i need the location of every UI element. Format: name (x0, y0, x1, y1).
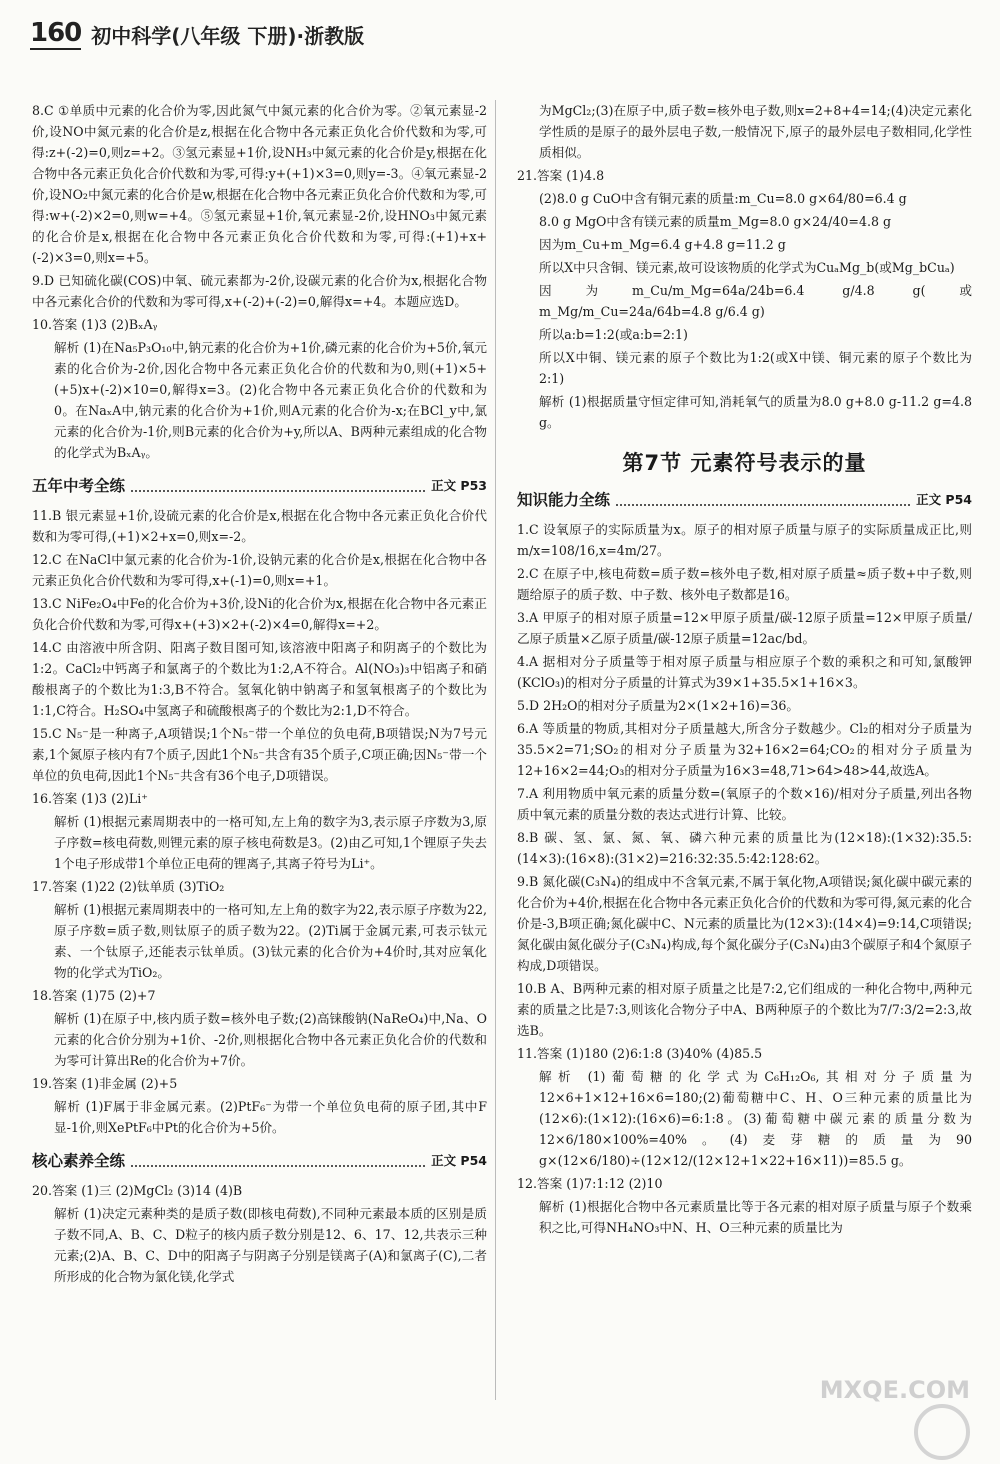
section-divider (131, 1153, 425, 1167)
book-title: 初中科学(八年级 下册)·浙教版 (91, 23, 365, 48)
section-title: 知识能力全练 (517, 491, 611, 509)
answer-item: 14.C 由溶液中所含阴、阳离子数目图可知,该溶液中阳离子和阴离子的个数比为1:2。CaCl₂中钙离子和氯离子的个数比为1:2,A不符合。Al(NO₃)₃中铝离子和硝酸根离子的个数比为1:3,B不符合。氢氧化钠中钠离子和氢氧根离子的个数比为1:1,C符合。H₂SO₄中氢离子和硫酸根离子的个数比为2:1,D不符合。 (32, 640, 487, 718)
answer-item: 21.答案 (1)4.8 (517, 168, 605, 183)
analysis-item: 解析 (1)根据元素周期表中的一格可知,左上角的数字为22,表示原子序数为22,原子序数=质子数,则钛原子的质子数为22。(2)Ti属于金属元素,可表示钛元素、一个钛原子,还能表示钛单质。(3)钛元素的化合价为+4价时,其对应氧化物的化学式为TiO₂。 (54, 902, 487, 980)
analysis-item: 解析 (1)根据元素周期表中的一格可知,左上角的数字为3,表示原子序数为3,原子序数=核电荷数,则锂元素的原子核电荷数是3。(2)由乙可知,1个锂原子失去1个电子形成带1个单位正电荷的锂离子,其离子符号为Li⁺。 (54, 814, 487, 871)
answer-item: 11.答案 (1)180 (2)6:1:8 (3)40% (4)85.5 (517, 1046, 763, 1061)
answer-item: 6.A 等质量的物质,其相对分子质量越大,所含分子数越少。Cl₂的相对分子质量为35.5×2=71;SO₂的相对分子质量为32+16×2=64;CO₂的相对分子质量为12+16×2=44;O₃的相对分子质量为16×3=48,71>64>48>44,故选A。 (517, 721, 972, 778)
answer-line: (2)8.0 g CuO中含有铜元素的质量:m_Cu=8.0 g×64/80=6.4 g (539, 191, 907, 206)
answer-item: 12.答案 (1)7:1:12 (2)10 (517, 1176, 663, 1191)
section-header (517, 487, 972, 511)
answer-line: 所以X中只含铜、镁元素,故可设该物质的化学式为CuₐMg_b(或Mg_bCuₐ) (539, 260, 955, 275)
analysis-item: 为MgCl₂;(3)在原子中,质子数=核外电子数,则x=2+8+4=14;(4)决定元素化学性质的是原子的最外层电子数,一般情况下,原子的最外层电子数相同,化学性质相似。 (539, 103, 972, 160)
page-number: 160 (30, 18, 82, 48)
answer-item: 15.C N₅⁻是一种离子,A项错误;1个N₅⁻带一个单位的负电荷,B项错误;N为7号元素,1个氮原子核内有7个质子,因此1个N₅⁻共含有35个质子,C项正确;因N₅⁻带一个单位的负电荷,因此1个N₅⁻共含有36个电子,D项错误。 (32, 726, 487, 783)
answer-item: 17.答案 (1)22 (2)钛单质 (3)TiO₂ (32, 879, 225, 894)
watermark-text: MXQE.COM (819, 1376, 970, 1404)
answer-item: 11.B 银元素显+1价,设硫元素的化合价是x,根据在化合物中各元素正负化合价代数和为零可得,(+1)×2+x=0,则x=-2。 (32, 508, 487, 544)
section-divider (131, 478, 425, 492)
analysis-item: 解析 (1)在原子中,核内质子数=核外电子数;(2)高铼酸钠(NaReO₄)中,Na、O元素的化合价分别为+1价、-2价,则根据化合物中各元素正负化合价的代数和为零可计算出Re的化合价为+7价。 (54, 1011, 487, 1068)
section-title: 核心素养全练 (32, 1152, 126, 1170)
answer-line: 因为m_Cu/m_Mg=64a/24b=6.4 g/4.8 g(或m_Mg/m_Cu=24a/64b=4.8 g/6.4 g) (539, 283, 972, 319)
analysis-item: 解析 (1)决定元素种类的是质子数(即核电荷数),不同种元素最本质的区别是质子数不同,A、B、C、D粒子的核内质子数分别是12、6、17、12,共表示三种元素;(2)A、B、C、D中的阳离子与阴离子分别是镁离子(A)和氯离子(C),二者所形成的化合物为氯化镁,化学式 (54, 1206, 487, 1284)
answer-item: 1.C 设氧原子的实际质量为x。原子的相对原子质量与原子的实际质量成正比,则m/x=108/16,x=4m/27。 (517, 522, 972, 558)
answer-item: 8.B 碳、氢、氯、氮、氧、磷六种元素的质量比为(12×18):(1×32):35.5:(14×3):(16×8):(31×2)=216:32:35.5:42:128:62。 (517, 830, 972, 866)
answer-item: 7.A 利用物质中氧元素的质量分数=(氧原子的个数×16)/相对分子质量,列出各物质中氧元素的质量分数的表达式进行计算、比较。 (517, 786, 972, 822)
section-page-ref: 正文 P54 (431, 1153, 487, 1168)
answer-item: 9.D 已知硫化碳(COS)中氧、硫元素都为-2价,设碳元素的化合价为x,根据化合物中各元素化合价的代数和为零可得,x+(-2)+(-2)=0,解得x=+4。本题应选D。 (32, 273, 487, 309)
answer-line: 因为m_Cu+m_Mg=6.4 g+4.8 g=11.2 g (539, 237, 786, 252)
analysis-item: 解析 (1)根据质量守恒定律可知,消耗氧气的质量为8.0 g+8.0 g-11.2 g=4.8 g。 (539, 394, 972, 430)
left-column (32, 100, 496, 1400)
answer-item: 8.C ①单质中元素的化合价为零,因此氮气中氮元素的化合价为零。②氧元素显-2价,设NO中氮元素的化合价是z,根据在化合物中各元素正负化合价代数和为零,可得:z+(-2)=0,则z=+2。③氢元素显+1价,设NH₃中氮元素的化合价是y,根据在化合物中各元素正负化合价代数和为零,可得:y+(+1)×3=0,则y=-3。④氧元素显-2价,设NO₂中氮元素的化合价是w,根据在化合物中各元素正负化合价代数和为零,可得:w+(-2)×2=0,则w=+4。⑤氢元素显+1价,氧元素显-2价,设HNO₃中氮元素的化合价是x,根据在化合物中各元素正负化合价代数和为零,可得:(+1)+x+(-2)×3=0,则x=+5。 (32, 103, 487, 265)
answer-item: 20.答案 (1)三 (2)MgCl₂ (3)14 (4)B (32, 1183, 243, 1198)
section-header (32, 1148, 487, 1172)
answer-item: 9.B 氮化碳(C₃N₄)的组成中不含氧元素,不属于氧化物,A项错误;氮化碳中碳元素的化合价为+4价,根据在化合物中各元素正负化合价的代数和为零可得,氮元素的化合价是-3,B项正确;氮化碳中C、N元素的质量比为(12×3):(14×4)=9:14,C项错误;氮化碳由氮化碳分子(C₃N₄)构成,每个氮化碳分子(C₃N₄)由3个碳原子和4个氮原子构成,D项错误。 (517, 874, 972, 973)
answer-item: 19.答案 (1)非金属 (2)+5 (32, 1076, 178, 1091)
answer-item: 16.答案 (1)3 (2)Li⁺ (32, 791, 148, 806)
chapter-title: 第7节 元素符号表示的量 (622, 451, 867, 475)
analysis-item: 解析 (1)在Na₅P₃O₁₀中,钠元素的化合价为+1价,磷元素的化合价为+5价,氧元素的化合价为-2价,因化合物中各元素正负化合价的代数和为0,则(+1)×5+(+5)x+(-2)×10=0,解得x=3。(2)化合物中各元素正负化合价的代数和为0。在NaₓA中,钠元素的化合价为+1价,则A元素的化合价为-x;在BCl_y中,氯元素的化合价为-1价,则B元素的化合价为+y,所以A、B两种元素组成的化合物的化学式为BₓAᵧ。 (54, 340, 487, 460)
right-column (517, 100, 972, 1400)
section-divider (616, 492, 910, 506)
watermark-logo-icon (914, 1404, 970, 1460)
analysis-item: 解析 (1)葡萄糖的化学式为C₆H₁₂O₆,其相对分子质量为12×6+1×12+16×6=180;(2)葡萄糖中C、H、O三种元素的质量比为(12×6):(1×12):(16×6)=6:1:8。(3)葡萄糖中碳元素的质量分数为12×6/180×100%=40%。(4)麦芽糖的质量为90 g×(12×6/180)÷(12×12/(12×12+1×22+16×11))=85.5 g。 (539, 1069, 972, 1168)
answer-item: 4.A 据相对分子质量等于相对原子质量与相应原子个数的乘积之和可知,氯酸钾(KClO₃)的相对分子质量的计算式为39×1+35.5×1+16×3。 (517, 654, 972, 690)
page-header (30, 8, 970, 60)
answer-item: 18.答案 (1)75 (2)+7 (32, 988, 156, 1003)
answer-line: 所以X中铜、镁元素的原子个数比为1:2(或X中镁、铜元素的原子个数比为2:1) (539, 350, 972, 386)
answer-item: 10.答案 (1)3 (2)BₓAᵧ (32, 317, 158, 332)
analysis-item: 解析 (1)F属于非金属元素。(2)PtF₆⁻为带一个单位负电荷的原子团,其中F显-1价,则XePtF₆中Pt的化合价为+5价。 (54, 1099, 487, 1135)
section-page-ref: 正文 P54 (916, 492, 972, 507)
analysis-item: 解析 (1)根据化合物中各元素质量比等于各元素的相对原子质量与原子个数乘积之比,可得NH₄NO₃中N、H、O三种元素的质量比为 (539, 1199, 972, 1235)
watermark (790, 1376, 970, 1446)
answer-item: 12.C 在NaCl中氯元素的化合价为-1价,设钠元素的化合价是x,根据在化合物中各元素正负化合价代数和为零可得,x+(-1)=0,则x=+1。 (32, 552, 487, 588)
answer-item: 5.D 2H₂O的相对分子质量为2×(1×2+16)=36。 (517, 698, 799, 713)
answer-item: 3.A 甲原子的相对原子质量=12×甲原子质量/碳-12原子质量=12×甲原子质量/乙原子质量×乙原子质量/碳-12原子质量=12ac/bd。 (517, 610, 972, 646)
answer-line: 所以a:b=1:2(或a:b=2:1) (539, 327, 688, 342)
content-columns (32, 100, 972, 1400)
answer-item: 2.C 在原子中,核电荷数=质子数=核外电子数,相对原子质量≈质子数+中子数,则题给原子的质子数、中子数、核外电子数都是16。 (517, 566, 972, 602)
answer-item: 10.B A、B两种元素的相对原子质量之比是7:2,它们组成的一种化合物中,两种元素的质量之比是7:3,则该化合物分子中A、B两种原子的个数比为7/7:3/2=2:3,故选B。 (517, 981, 972, 1038)
section-page-ref: 正文 P53 (431, 478, 487, 493)
answer-item: 13.C NiFe₂O₄中Fe的化合价为+3价,设Ni的化合价为x,根据在化合物中各元素正负化合价代数和为零,可得x+(+3)×2+(-2)×4=0,解得x=+2。 (32, 596, 487, 632)
section-header (32, 473, 487, 497)
section-title: 五年中考全练 (32, 477, 126, 495)
answer-line: 8.0 g MgO中含有镁元素的质量m_Mg=8.0 g×24/40=4.8 g (539, 214, 892, 229)
